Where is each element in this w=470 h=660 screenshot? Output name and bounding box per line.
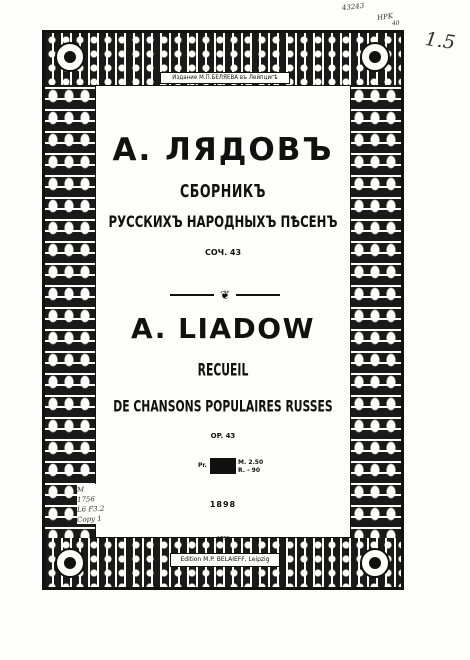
price-block xyxy=(198,458,278,476)
publisher-banner-ru: Издание М.П.БЕЛЯЕВА въ Лейпцигѣ xyxy=(160,72,290,84)
songs-subtitle-ru: РУССКИХЪ НАРОДНЫХЪ ПѢСЕНЪ xyxy=(108,213,338,232)
handwritten-price-mark: 1.5 xyxy=(423,28,457,54)
collection-title-ru: СБОРНИКЪ xyxy=(180,182,266,202)
handwritten-number: 40 xyxy=(391,19,400,28)
catalog-line: L6 F3.2 xyxy=(76,504,105,515)
corner-rosette-icon xyxy=(55,548,85,578)
composer-title-ru: А. ЛЯДОВЪ xyxy=(112,132,334,168)
price-kopecks: R. - 90 xyxy=(238,467,261,474)
price-marks: M. 2.50 xyxy=(238,459,264,466)
publication-year: 1898 xyxy=(209,500,237,509)
songs-subtitle-fr: DE CHANSONS POPULAIRES RUSSES xyxy=(113,396,333,416)
catalog-line: Copy 1 xyxy=(76,514,102,525)
catalog-line: M xyxy=(76,485,85,495)
corner-rosette-icon xyxy=(360,548,390,578)
handwritten-shelfmark: 43243 xyxy=(341,1,365,13)
catalog-line: 1756 xyxy=(76,495,96,505)
divider-rule-left xyxy=(170,294,214,296)
price-label: Pr. xyxy=(198,462,207,469)
opus-number-ru: СОЧ. 43 xyxy=(204,248,242,257)
collection-title-fr: RECUEIL xyxy=(197,360,249,380)
corner-rosette-icon xyxy=(55,42,85,72)
opus-number-fr: OP. 43 xyxy=(210,432,236,440)
publisher-banner-fr: Edition M.P. BELAIEFF, Leipzig xyxy=(170,553,280,567)
ornamental-divider xyxy=(170,289,280,301)
divider-rule-right xyxy=(236,294,280,296)
leaf-ornament-icon: ❦ xyxy=(219,288,231,302)
price-stamp-redaction xyxy=(210,458,236,474)
handwritten-code: HPK xyxy=(376,11,394,23)
corner-rosette-icon xyxy=(360,42,390,72)
handwritten-catalog-note xyxy=(77,484,117,524)
composer-title-fr: A. LIADOW xyxy=(131,312,315,345)
plate-number: 1730 xyxy=(216,536,230,542)
